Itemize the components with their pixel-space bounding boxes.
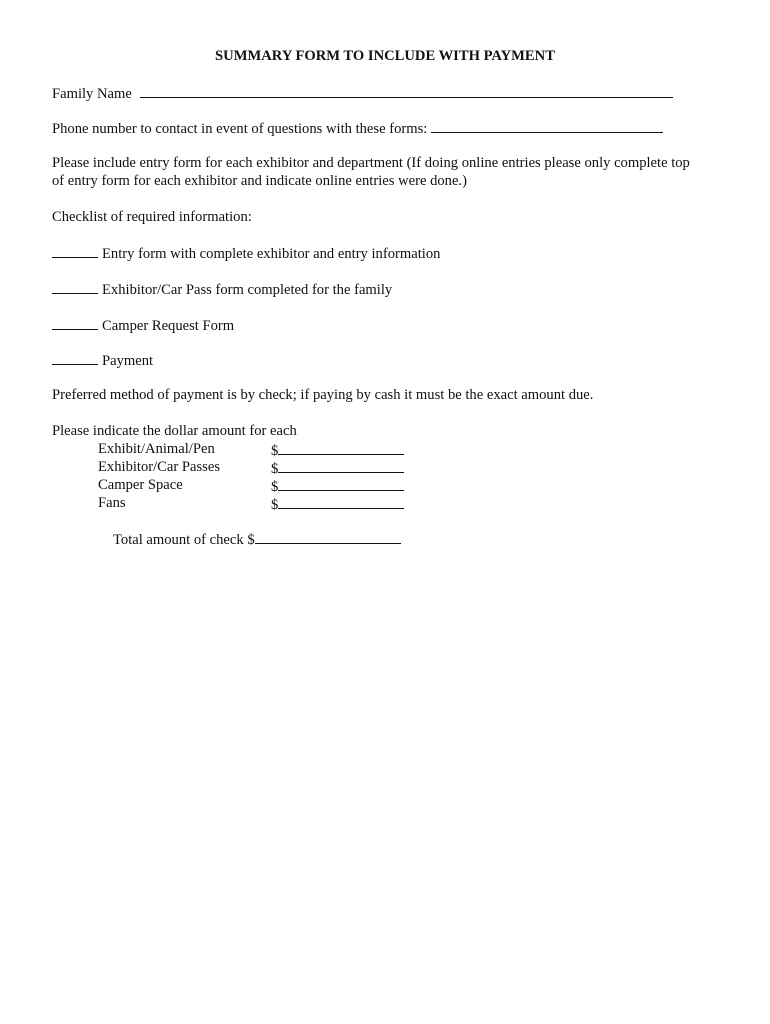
amount-item-label: Exhibit/Animal/Pen [98,441,215,457]
amount-item-label: Camper Space [98,477,183,493]
checklist-item [52,243,440,263]
amount-heading: Please indicate the dollar amount for each [52,423,297,439]
phone-field[interactable] [431,118,663,133]
checklist-item-label: Exhibitor/Car Pass form completed for the family [102,282,393,298]
total-amount-field[interactable] [255,529,401,544]
checklist-checkbox-blank[interactable] [52,350,98,365]
checklist-item-label: Camper Request Form [102,318,235,334]
currency-symbol: $ [271,479,279,495]
family-name-label: Family Name [52,86,132,102]
currency-symbol: $ [271,461,279,477]
checklist-item [52,350,153,370]
checklist-item-label: Entry form with complete exhibitor and entry information [102,246,441,262]
family-name-field[interactable] [140,83,673,98]
form-title: SUMMARY FORM TO INCLUDE WITH PAYMENT [215,48,555,64]
checklist-checkbox-blank[interactable] [52,315,98,330]
phone-row [52,118,663,138]
phone-label: Phone number to contact in event of questions with these forms: [52,121,428,137]
amount-input-line[interactable] [278,494,404,509]
currency-symbol: $ [271,443,279,459]
checklist-checkbox-blank[interactable] [52,279,98,294]
amount-item-field [271,440,404,460]
amount-input-line[interactable] [278,440,404,455]
checklist-item-label: Payment [102,353,154,369]
amount-item-label: Exhibitor/Car Passes [98,459,221,475]
instructions-line-1: Please include entry form for each exhibitor and department (If doing online entries please only complete top [52,155,690,171]
amount-item-label: Fans [98,495,126,511]
checklist-heading: Checklist of required information: [52,209,252,225]
instructions-line-2: of entry form for each exhibitor and indicate online entries were done.) [52,173,467,189]
checklist-item [52,279,392,299]
amount-input-line[interactable] [278,476,404,491]
family-name-row [52,83,673,103]
amount-item-field [271,476,404,496]
amount-input-line[interactable] [278,458,404,473]
checklist-item [52,315,234,335]
currency-symbol: $ [271,497,279,513]
amount-item-field [271,458,404,478]
total-label: Total amount of check $ [113,532,255,548]
amount-item-field [271,494,404,514]
total-row [113,529,401,549]
checklist-checkbox-blank[interactable] [52,243,98,258]
payment-note: Preferred method of payment is by check; if paying by cash it must be the exact amount due. [52,387,594,403]
